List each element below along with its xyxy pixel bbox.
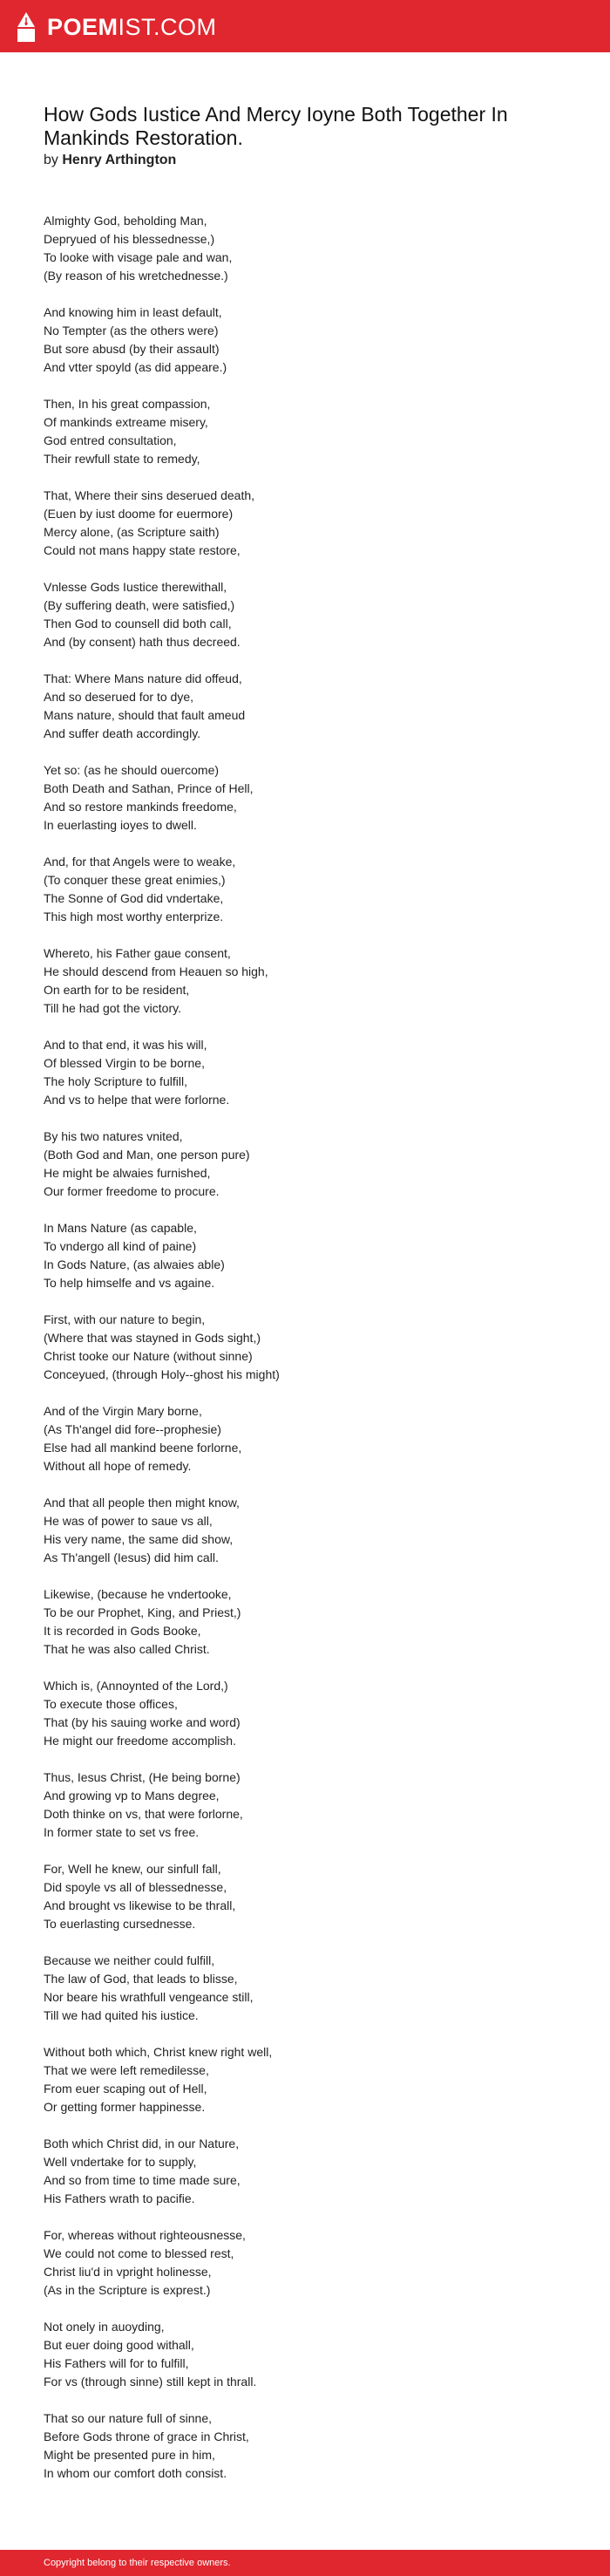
poem-byline — [44, 152, 176, 169]
poem-line: Mercy alone, (as Scripture saith) — [44, 525, 220, 539]
poem-stanza — [44, 1219, 566, 1292]
poem-line: And vtter spoyld (as did appeare.) — [44, 360, 227, 374]
poem-line: Both Death and Sathan, Prince of Hell, — [44, 781, 254, 795]
poem-line: And growing vp to Mans degree, — [44, 1789, 220, 1803]
poem-line: And, for that Angels were to weake, — [44, 855, 236, 869]
poem-line: Both which Christ did, in our Nature, — [44, 2136, 240, 2150]
poem-line: (As in the Scripture is exprest.) — [44, 2283, 211, 2297]
poem-line: Christ liu'd in vpright holinesse, — [44, 2265, 212, 2279]
poem-line: First, with our nature to begin, — [44, 1312, 206, 1326]
poem-line: Well vndertake for to supply, — [44, 2155, 197, 2169]
poem-line: Till he had got the victory. — [44, 1001, 181, 1015]
poem-line: From euer scaping out of Hell, — [44, 2082, 207, 2096]
poem-line: He should descend from Heauen so high, — [44, 964, 268, 978]
poem-line: For, Well he knew, our sinfull fall, — [44, 1862, 221, 1876]
poem-stanza — [44, 1402, 566, 1475]
poem-line: That we were left remedilesse, — [44, 2063, 209, 2077]
poem-stanza — [44, 487, 566, 560]
poem-line: Of blessed Virgin to be borne, — [44, 1056, 205, 1070]
poem-line: In former state to set vs free. — [44, 1825, 200, 1839]
poem-line: In whom our comfort doth consist. — [44, 2466, 227, 2480]
poem-line: (To conquer these great enimies,) — [44, 873, 226, 887]
poem-line: We could not come to blessed rest, — [44, 2246, 234, 2260]
poem-line: Then God to counsell did both call, — [44, 617, 232, 630]
poem-stanza — [44, 1494, 566, 1567]
poem-stanza — [44, 1860, 566, 1933]
poem-line: And suffer death accordingly. — [44, 726, 201, 740]
poem-line: He was of power to saue vs all, — [44, 1514, 213, 1528]
poem-line: That, Where their sins deserued death, — [44, 488, 255, 502]
poem-line: This high most worthy enterprize. — [44, 910, 224, 923]
poem-line: His Fathers will for to fulfill, — [44, 2356, 189, 2370]
poem-title: How Gods Iustice And Mercy Ioyne Both Together In Mankinds Restoration. — [44, 103, 508, 149]
poem-line: Conceyued, (through Holy--ghost his might) — [44, 1367, 280, 1381]
site-logo[interactable] — [16, 11, 217, 43]
poem-line: Nor beare his wrathfull vengeance still, — [44, 1990, 254, 2004]
poem-line: Without both which, Christ knew right well, — [44, 2045, 273, 2059]
poem-line: That he was also called Christ. — [44, 1642, 210, 1656]
poem-line: Then, In his great compassion, — [44, 397, 211, 411]
poem-line: Till we had quited his iustice. — [44, 2008, 199, 2022]
poem-line: As Th'angell (Iesus) did him call. — [44, 1550, 219, 1564]
brand-bold: POEM — [47, 14, 119, 40]
poem-line: And brought vs likewise to be thrall, — [44, 1898, 236, 1912]
poem-line: Not onely in auoyding, — [44, 2320, 165, 2334]
poem-line: Thus, Iesus Christ, (He being borne) — [44, 1770, 241, 1784]
poem-line: Christ tooke our Nature (without sinne) — [44, 1349, 253, 1363]
poem-line: Or getting former happinesse. — [44, 2100, 206, 2114]
poem-line: Else had all mankind beene forlorne, — [44, 1441, 242, 1455]
poem-line: Almighty God, beholding Man, — [44, 214, 207, 228]
poem-line: Because we neither could fulfill, — [44, 1953, 215, 1967]
poem-line: Vnlesse Gods Iustice therewithall, — [44, 580, 227, 594]
poem-line: Which is, (Annoynted of the Lord,) — [44, 1679, 228, 1693]
poem-line: Doth thinke on vs, that were forlorne, — [44, 1807, 243, 1821]
poem-line: No Tempter (as the others were) — [44, 324, 219, 337]
poem-line: Our former freedome to procure. — [44, 1184, 220, 1198]
poem-stanza — [44, 578, 566, 651]
poem-stanza — [44, 395, 566, 468]
poem-line: And so restore mankinds freedome, — [44, 800, 237, 814]
poem-stanza — [44, 212, 566, 285]
site-header — [0, 0, 610, 52]
poem-stanza — [44, 1128, 566, 1201]
poem-line: Before Gods throne of grace in Christ, — [44, 2429, 249, 2443]
poem-stanza — [44, 303, 566, 377]
by-prefix: by — [44, 153, 58, 167]
poem-line: In euerlasting ioyes to dwell. — [44, 818, 197, 832]
poem-line: Yet so: (as he should ouercome) — [44, 763, 220, 777]
poem-stanza — [44, 670, 566, 743]
poem-stanza — [44, 2409, 566, 2483]
poem-line: And that all people then might know, — [44, 1496, 240, 1509]
poem-body — [44, 212, 566, 2501]
poem-line: In Mans Nature (as capable, — [44, 1221, 197, 1235]
poem-stanza — [44, 853, 566, 926]
poem-line: And to that end, it was his will, — [44, 1038, 207, 1052]
poem-line: It is recorded in Gods Booke, — [44, 1624, 201, 1638]
poem-line: But sore abusd (by their assault) — [44, 342, 220, 356]
poem-stanza — [44, 761, 566, 835]
poem-line: In Gods Nature, (as alwaies able) — [44, 1257, 225, 1271]
poem-line: His very name, the same did show, — [44, 1532, 234, 1546]
copyright-notice: Copyright belong to their respective owners. — [44, 2558, 231, 2568]
poem-line: Could not mans happy state restore, — [44, 543, 241, 557]
poem-stanza — [44, 2226, 566, 2300]
poem-line: (By reason of his wretchednesse.) — [44, 269, 228, 283]
poem-line: For, whereas without righteousnesse, — [44, 2228, 246, 2242]
poem-line: The holy Scripture to fulfill, — [44, 1074, 187, 1088]
poem-stanza — [44, 1768, 566, 1842]
poem-line: Mans nature, should that fault ameud — [44, 708, 246, 722]
poem-line: To help himselfe and vs againe. — [44, 1276, 215, 1290]
poem-line: Of mankinds extreame misery, — [44, 415, 208, 429]
poem-stanza — [44, 1311, 566, 1384]
poem-line: (Euen by iust doome for euermore) — [44, 507, 234, 521]
poem-line: Depryued of his blessednesse,) — [44, 232, 215, 246]
poem-line: He might be alwaies furnished, — [44, 1166, 211, 1180]
brand-light: IST.COM — [118, 14, 217, 40]
poem-stanza — [44, 1677, 566, 1750]
poem-line: God entred consultation, — [44, 433, 177, 447]
poem-line: That: Where Mans nature did offeud, — [44, 671, 242, 685]
poem-line: (Both God and Man, one person pure) — [44, 1148, 250, 1162]
poem-line: To vndergo all kind of paine) — [44, 1239, 197, 1253]
poem-stanza — [44, 1585, 566, 1659]
poem-line: (As Th'angel did fore--prophesie) — [44, 1422, 221, 1436]
poem-line: And so from time to time made sure, — [44, 2173, 241, 2187]
poem-line: To be our Prophet, King, and Priest,) — [44, 1605, 241, 1619]
poem-line: On earth for to be resident, — [44, 983, 190, 997]
poem-line: Did spoyle vs all of blessednesse, — [44, 1880, 227, 1894]
poem-line: To euerlasting cursednesse. — [44, 1917, 196, 1931]
poem-line: That (by his sauing worke and word) — [44, 1715, 241, 1729]
poem-line: Whereto, his Father gaue consent, — [44, 946, 231, 960]
poem-line: By his two natures vnited, — [44, 1129, 183, 1143]
poem-stanza — [44, 2318, 566, 2391]
poem-line: Without all hope of remedy. — [44, 1459, 192, 1473]
poem-line: The law of God, that leads to blisse, — [44, 1972, 238, 1986]
poem-line: And so deserued for to dye, — [44, 690, 193, 704]
poem-stanza — [44, 1952, 566, 2025]
poem-stanza — [44, 1036, 566, 1109]
poem-line: Likewise, (because he vndertooke, — [44, 1587, 232, 1601]
poem-line: And vs to helpe that were forlorne. — [44, 1093, 230, 1107]
poem-line: For vs (through sinne) still kept in thrall. — [44, 2375, 257, 2389]
author-name[interactable]: Henry Arthington — [62, 153, 177, 167]
poem-line: But euer doing good withall, — [44, 2338, 194, 2352]
poem-line: (Where that was stayned in Gods sight,) — [44, 1331, 261, 1345]
poem-line: And of the Virgin Mary borne, — [44, 1404, 202, 1418]
poem-line: Might be presented pure in him, — [44, 2448, 215, 2462]
poem-line: And (by consent) hath thus decreed. — [44, 635, 241, 649]
poem-line: That so our nature full of sinne, — [44, 2411, 212, 2425]
brand-name — [47, 12, 217, 42]
site-footer — [0, 2550, 610, 2576]
poem-line: He might our freedome accomplish. — [44, 1734, 236, 1748]
poem-stanza — [44, 944, 566, 1018]
poem-line: To looke with visage pale and wan, — [44, 250, 233, 264]
poem-line: To execute those offices, — [44, 1697, 178, 1711]
poem-line: His Fathers wrath to pacifie. — [44, 2191, 195, 2205]
poem-line: (By suffering death, were satisfied,) — [44, 598, 235, 612]
poem-line: Their rewfull state to remedy, — [44, 452, 200, 466]
poem-stanza — [44, 2043, 566, 2116]
poem-stanza — [44, 2135, 566, 2208]
poem-line: The Sonne of God did vndertake, — [44, 891, 224, 905]
fountain-pen-nib-icon — [16, 11, 37, 43]
poem-line: And knowing him in least default, — [44, 305, 222, 319]
